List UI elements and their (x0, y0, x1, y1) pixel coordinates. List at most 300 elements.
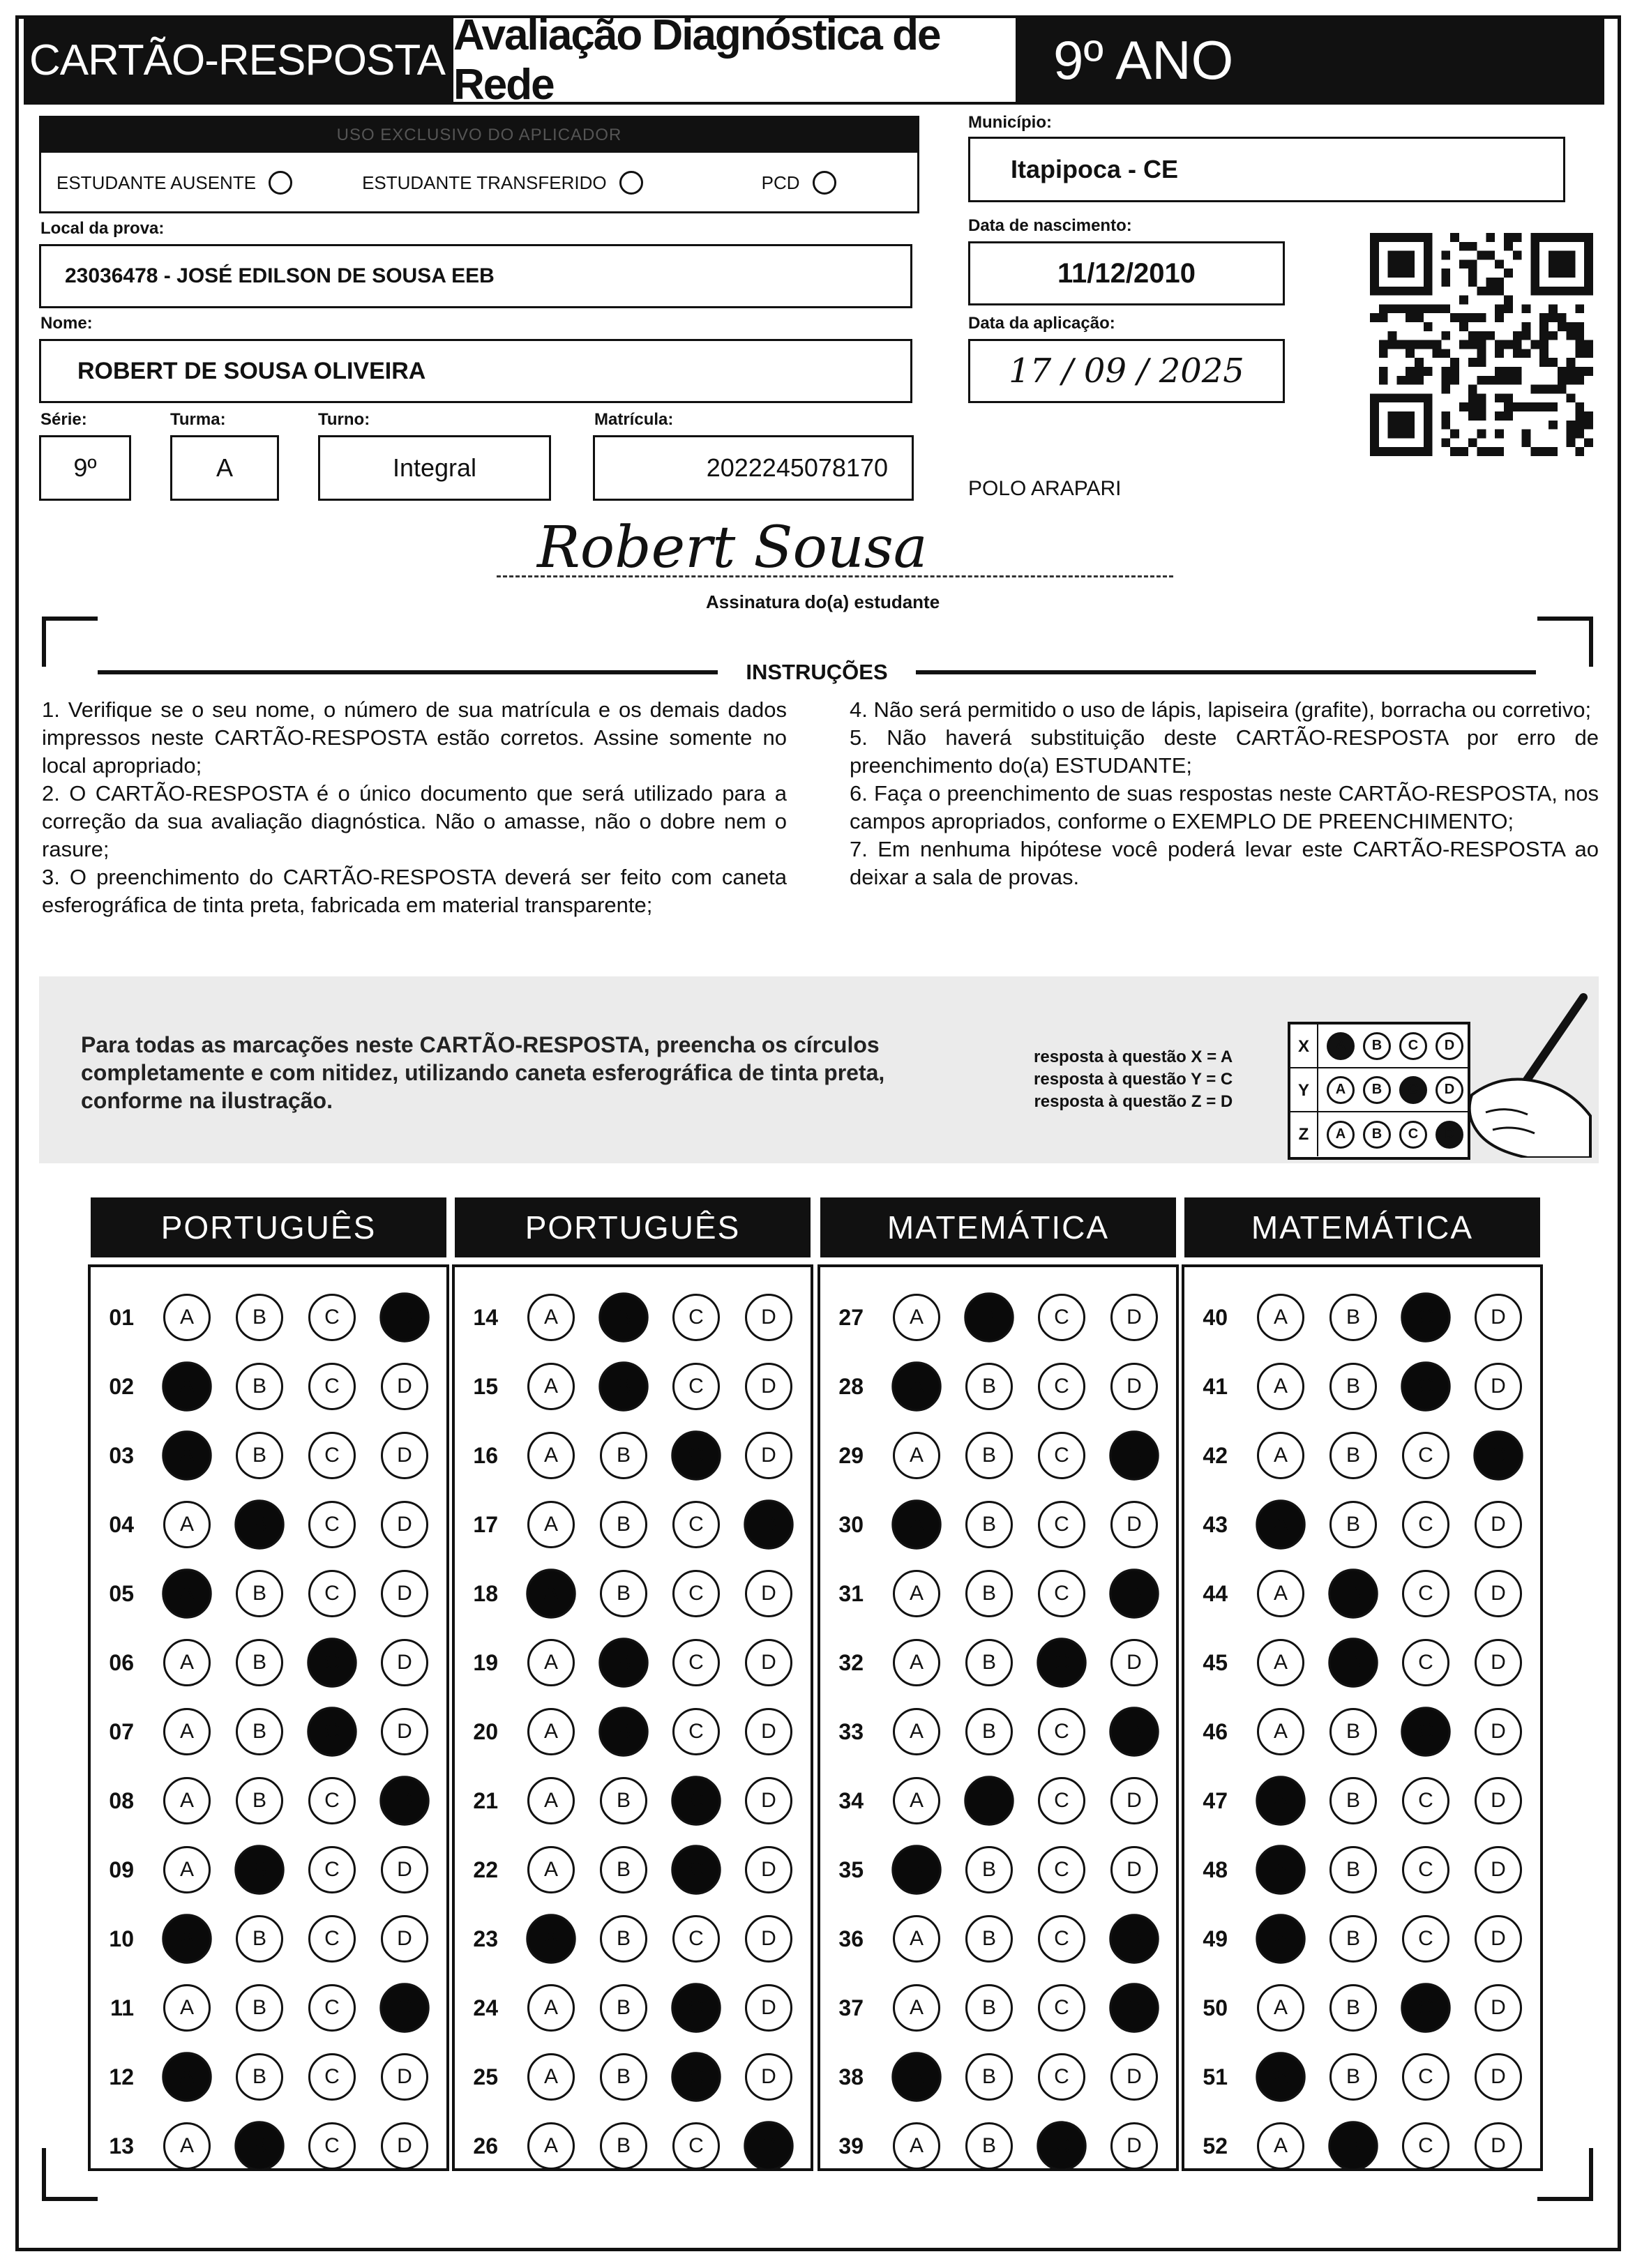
question-number: 21 (473, 1787, 498, 1813)
bubble-b[interactable]: B (598, 1361, 648, 1411)
bubble-a[interactable]: A (163, 1846, 211, 1893)
bubble-a[interactable]: A (162, 1361, 211, 1411)
bubble-a[interactable]: A (163, 1501, 211, 1548)
example-bubble-b: B (1363, 1032, 1391, 1060)
bubble-b[interactable]: B (965, 1984, 1013, 2032)
example-question-letter: X (1290, 1025, 1318, 1067)
bubble-b[interactable]: B (236, 1363, 283, 1410)
bubble-c[interactable]: C (672, 1363, 720, 1410)
matricula-label: Matrícula: (594, 410, 674, 429)
bubble-d[interactable]: D (1110, 2122, 1158, 2170)
question-row (91, 1776, 428, 1826)
bubble-c[interactable]: C (1038, 1777, 1085, 1824)
bubble-b[interactable]: B (1328, 1638, 1378, 1687)
bubble-d[interactable]: D (745, 1984, 792, 2032)
bubble-c[interactable]: C (672, 1294, 720, 1341)
bubble-d[interactable]: D (745, 1708, 792, 1755)
question-number: 19 (473, 1649, 498, 1675)
bubble-c[interactable]: C (1402, 1915, 1449, 1963)
bubble-d[interactable]: D (745, 1777, 792, 1824)
bubble-b[interactable]: B (600, 2053, 647, 2101)
bubble-d[interactable]: D (745, 2053, 792, 2101)
bubble-b[interactable]: B (236, 1915, 283, 1963)
section-answer-box (818, 1264, 1179, 2171)
bubble-b[interactable]: B (234, 1845, 284, 1894)
bubble-d[interactable]: D (745, 1294, 792, 1341)
bubble-b[interactable]: B (965, 1570, 1013, 1617)
bubble-c[interactable]: C (1402, 1639, 1449, 1686)
bubble-c[interactable]: C (308, 1777, 356, 1824)
bubble-b[interactable]: B (1329, 1915, 1377, 1963)
bubble-d[interactable]: D (745, 1639, 792, 1686)
question-row (820, 1361, 1158, 1412)
bubble-a[interactable]: A (162, 1914, 211, 1963)
student-signature[interactable]: Robert Sousa (537, 515, 928, 581)
signature-line (497, 575, 1173, 577)
absent-bubble[interactable] (269, 171, 292, 195)
section-answer-box (1182, 1264, 1543, 2171)
question-row (91, 1499, 428, 1550)
bubble-a[interactable]: A (163, 1639, 211, 1686)
bubble-a[interactable]: A (1256, 1914, 1305, 1963)
bubble-c[interactable]: C (671, 1845, 721, 1894)
bubble-b[interactable]: B (236, 2053, 283, 2101)
bubble-b[interactable]: B (1329, 1777, 1377, 1824)
bubble-b[interactable]: B (236, 1639, 283, 1686)
bubble-b[interactable]: B (1329, 2053, 1377, 2101)
bubble-d[interactable]: D (745, 1915, 792, 1963)
question-number: 43 (1203, 1511, 1228, 1537)
bubble-a[interactable]: A (163, 1984, 211, 2032)
bubble-c[interactable]: C (308, 1363, 356, 1410)
signature-label: Assinatura do(a) estudante (706, 591, 940, 612)
question-row (455, 1776, 792, 1826)
question-number: 46 (1203, 1718, 1228, 1744)
bubble-a[interactable]: A (526, 1568, 575, 1618)
question-row (91, 1845, 428, 1895)
bubble-b[interactable]: B (965, 2053, 1013, 2101)
bubble-d[interactable]: D (381, 1570, 428, 1617)
bubble-a[interactable]: A (162, 2052, 211, 2101)
bubble-b[interactable]: B (600, 1984, 647, 2032)
bubble-a[interactable]: A (1257, 1294, 1304, 1341)
name-label: Nome: (40, 314, 93, 333)
bubble-d[interactable]: D (381, 2122, 428, 2170)
bubble-d[interactable]: D (1475, 1777, 1522, 1824)
bubble-b[interactable]: B (600, 1915, 647, 1963)
bubble-a[interactable]: A (526, 1914, 575, 1963)
bubble-c[interactable]: C (1402, 1432, 1449, 1479)
bubble-b[interactable]: B (598, 1292, 648, 1342)
bubble-a[interactable]: A (893, 1294, 940, 1341)
question-number: 50 (1203, 1995, 1228, 2020)
pcd-bubble[interactable] (813, 171, 836, 195)
bubble-a[interactable]: A (527, 1501, 575, 1548)
bubble-c[interactable]: C (1038, 1363, 1085, 1410)
bubble-a[interactable]: A (891, 1499, 941, 1549)
question-number: 45 (1203, 1649, 1228, 1675)
example-bubble-d: D (1436, 1121, 1463, 1149)
bubble-d[interactable]: D (1109, 1983, 1159, 2032)
question-row (91, 1983, 428, 2033)
bubble-b[interactable]: B (965, 1915, 1013, 1963)
bubble-d[interactable]: D (1475, 2122, 1522, 2170)
bubble-c[interactable]: C (1037, 2121, 1086, 2170)
bubble-c[interactable]: C (672, 1708, 720, 1755)
question-number: 30 (838, 1511, 864, 1537)
bubble-a[interactable]: A (1257, 1708, 1304, 1755)
question-row (820, 1914, 1158, 1964)
bubble-b[interactable]: B (236, 1294, 283, 1341)
bubble-b[interactable]: B (236, 1777, 283, 1824)
question-row (1184, 1361, 1522, 1412)
bubble-a[interactable]: A (162, 1430, 211, 1480)
bubble-c[interactable]: C (1401, 1983, 1450, 2032)
question-number: 33 (838, 1718, 864, 1744)
bubble-c[interactable]: C (308, 1915, 356, 1963)
example-bubble-a: A (1327, 1032, 1355, 1060)
bubble-c[interactable]: C (1402, 2122, 1449, 2170)
bubble-d[interactable]: D (745, 1363, 792, 1410)
bubble-d[interactable]: D (381, 1639, 428, 1686)
question-row (1184, 1983, 1522, 2033)
bubble-a[interactable]: A (163, 1708, 211, 1755)
bubble-d[interactable]: D (1110, 2053, 1158, 2101)
example-bubble-d: D (1436, 1076, 1463, 1104)
section-header: PORTUGUÊS (455, 1197, 811, 1257)
bubble-c[interactable]: C (672, 1570, 720, 1617)
bubble-b[interactable]: B (964, 1776, 1014, 1825)
question-number: 32 (838, 1649, 864, 1675)
question-row (91, 1292, 428, 1343)
bubble-d[interactable]: D (1475, 2053, 1522, 2101)
question-row (820, 2121, 1158, 2171)
instructions-rule-right (916, 670, 1536, 674)
bubble-d[interactable]: D (1110, 1777, 1158, 1824)
bubble-a[interactable]: A (893, 1915, 940, 1963)
question-row (1184, 1430, 1522, 1481)
bubble-b[interactable]: B (965, 1363, 1013, 1410)
bubble-d[interactable]: D (1110, 1363, 1158, 1410)
question-number: 11 (110, 1995, 134, 2020)
question-number: 14 (473, 1304, 498, 1330)
bubble-d[interactable]: D (381, 1915, 428, 1963)
bubble-c[interactable]: C (1401, 1707, 1450, 1756)
bubble-a[interactable]: A (163, 2122, 211, 2170)
bubble-a[interactable]: A (163, 1777, 211, 1824)
bubble-d[interactable]: D (379, 1983, 429, 2032)
question-row (91, 2052, 428, 2102)
bubble-b[interactable]: B (600, 1846, 647, 1893)
bubble-b[interactable]: B (964, 1292, 1014, 1342)
bubble-c[interactable]: C (308, 1570, 356, 1617)
header-subtitle: Avaliação Diagnóstica de Rede (451, 15, 1018, 105)
application-date-field[interactable]: 17 / 09 / 2025 (968, 339, 1285, 403)
bubble-a[interactable]: A (527, 2122, 575, 2170)
bubble-d[interactable]: D (381, 1708, 428, 1755)
bubble-c[interactable]: C (672, 1915, 720, 1963)
bubble-d[interactable]: D (1475, 1363, 1522, 1410)
example-bubble-b: B (1363, 1121, 1391, 1149)
question-row (91, 1361, 428, 1412)
bubble-d[interactable]: D (745, 1432, 792, 1479)
instruction-3: 3. O preenchimento do CARTÃO-RESPOSTA deverá ser feito com caneta esferográfica de tinta preta, fabricada em material transparente; (42, 865, 787, 917)
local-label: Local da prova: (40, 219, 165, 238)
bubble-d[interactable]: D (381, 1501, 428, 1548)
bubble-d[interactable]: D (1475, 1639, 1522, 1686)
bubble-d[interactable]: D (1109, 1914, 1159, 1963)
question-row (820, 2052, 1158, 2102)
bubble-a[interactable]: A (1257, 1639, 1304, 1686)
bubble-c[interactable]: C (672, 1501, 720, 1548)
bubble-a[interactable]: A (1256, 2052, 1305, 2101)
bubble-c[interactable]: C (1401, 1292, 1450, 1342)
question-row (820, 1638, 1158, 1688)
header-grade: 9º ANO (1018, 15, 1604, 105)
turno-label: Turno: (318, 410, 370, 429)
bubble-b[interactable]: B (1329, 1432, 1377, 1479)
bubble-c[interactable]: C (1402, 1570, 1449, 1617)
bubble-b[interactable]: B (965, 1846, 1013, 1893)
bubble-c[interactable]: C (1038, 2053, 1085, 2101)
bubble-a[interactable]: A (893, 1570, 940, 1617)
bubble-c[interactable]: C (1038, 1501, 1085, 1548)
polo-label: POLO ARAPARI (968, 477, 1122, 500)
legend-y: resposta à questão Y = C (1034, 1070, 1233, 1089)
bubble-b[interactable]: B (236, 1984, 283, 2032)
bubble-a[interactable]: A (1257, 1432, 1304, 1479)
bubble-a[interactable]: A (893, 1708, 940, 1755)
bubble-b[interactable]: B (965, 1432, 1013, 1479)
bubble-a[interactable]: A (893, 1984, 940, 2032)
corner-mark-bottom-right (1537, 2148, 1593, 2201)
bubble-d[interactable]: D (1109, 1430, 1159, 1480)
bubble-d[interactable]: D (381, 1846, 428, 1893)
bubble-d[interactable]: D (1109, 1568, 1159, 1618)
bubble-b[interactable]: B (234, 1499, 284, 1549)
bubble-b[interactable]: B (600, 1501, 647, 1548)
bubble-a[interactable]: A (1256, 1845, 1305, 1894)
bubble-d[interactable]: D (745, 1570, 792, 1617)
bubble-b[interactable]: B (1329, 1846, 1377, 1893)
question-number: 24 (473, 1995, 498, 2020)
question-row (455, 1292, 792, 1343)
bubble-d[interactable]: D (1475, 1984, 1522, 2032)
bubble-a[interactable]: A (162, 1568, 211, 1618)
bubble-a[interactable]: A (1257, 1570, 1304, 1617)
bubble-d[interactable]: D (744, 2121, 793, 2170)
bubble-c[interactable]: C (307, 1707, 356, 1756)
bubble-b[interactable]: B (1329, 1363, 1377, 1410)
bubble-b[interactable]: B (236, 1570, 283, 1617)
bubble-a[interactable]: A (1256, 1776, 1305, 1825)
matricula-field: 2022245078170 (593, 435, 914, 501)
question-number: 03 (109, 1442, 134, 1468)
bubble-c[interactable]: C (1038, 1846, 1085, 1893)
bubble-a[interactable]: A (527, 1432, 575, 1479)
legend-x: resposta à questão X = A (1034, 1048, 1233, 1066)
bubble-c[interactable]: C (1038, 1984, 1085, 2032)
bubble-c[interactable]: C (1038, 1570, 1085, 1617)
bubble-a[interactable]: A (891, 1845, 941, 1894)
question-row (1184, 2052, 1522, 2102)
bubble-b[interactable]: B (236, 1708, 283, 1755)
bubble-d[interactable]: D (744, 1499, 793, 1549)
bubble-c[interactable]: C (672, 1639, 720, 1686)
qr-code (1370, 233, 1593, 456)
question-number: 10 (109, 1926, 134, 1951)
bubble-d[interactable]: D (1475, 1915, 1522, 1963)
bubble-b[interactable]: B (1328, 2121, 1378, 2170)
bubble-a[interactable]: A (893, 1777, 940, 1824)
bubble-d[interactable]: D (1475, 1570, 1522, 1617)
bubble-d[interactable]: D (1475, 1294, 1522, 1341)
question-number: 35 (838, 1857, 864, 1882)
question-row (455, 2052, 792, 2102)
bubble-b[interactable]: B (965, 1501, 1013, 1548)
bubble-c[interactable]: C (308, 1501, 356, 1548)
bubble-b[interactable]: B (598, 1707, 648, 1756)
bubble-c[interactable]: C (1402, 2053, 1449, 2101)
bubble-d[interactable]: D (1475, 1501, 1522, 1548)
bubble-c[interactable]: C (1402, 1501, 1449, 1548)
example-bubble-b: B (1363, 1076, 1391, 1104)
question-number: 08 (109, 1787, 134, 1813)
bubble-c[interactable]: C (1402, 1777, 1449, 1824)
question-row (455, 1914, 792, 1964)
question-number: 05 (109, 1580, 134, 1606)
bubble-b[interactable]: B (965, 1639, 1013, 1686)
bubble-a[interactable]: A (527, 1777, 575, 1824)
bubble-c[interactable]: C (308, 1984, 356, 2032)
bubble-b[interactable]: B (236, 1432, 283, 1479)
bubble-c[interactable]: C (1401, 1361, 1450, 1411)
question-number: 41 (1203, 1373, 1228, 1399)
question-number: 27 (838, 1304, 864, 1330)
bubble-a[interactable]: A (527, 1984, 575, 2032)
bubble-c[interactable]: C (1038, 1432, 1085, 1479)
applicator-box (39, 116, 919, 213)
bubble-c[interactable]: C (671, 2052, 721, 2101)
bubble-b[interactable]: B (600, 1432, 647, 1479)
question-number: 23 (473, 1926, 498, 1951)
bubble-b[interactable]: B (1329, 1984, 1377, 2032)
bubble-c[interactable]: C (307, 1638, 356, 1687)
bubble-d[interactable]: D (381, 1363, 428, 1410)
bubble-d[interactable]: D (1110, 1501, 1158, 1548)
bubble-d[interactable]: D (745, 1846, 792, 1893)
bubble-d[interactable]: D (1110, 1294, 1158, 1341)
question-number: 12 (109, 2064, 134, 2089)
bubble-b[interactable]: B (1329, 1294, 1377, 1341)
bubble-b[interactable]: B (1328, 1568, 1378, 1618)
bubble-c[interactable]: C (672, 2122, 720, 2170)
turma-field: A (170, 435, 279, 501)
bubble-d[interactable]: D (1110, 1639, 1158, 1686)
question-row (1184, 1776, 1522, 1826)
bubble-b[interactable]: B (600, 2122, 647, 2170)
bubble-a[interactable]: A (1257, 2122, 1304, 2170)
bubble-d[interactable]: D (381, 1432, 428, 1479)
section-header: PORTUGUÊS (91, 1197, 446, 1257)
transferred-bubble[interactable] (619, 171, 643, 195)
bubble-a[interactable]: A (891, 1361, 941, 1411)
bubble-a[interactable]: A (527, 1708, 575, 1755)
bubble-c[interactable]: C (308, 1432, 356, 1479)
bubble-b[interactable]: B (234, 2121, 284, 2170)
bubble-a[interactable]: A (527, 1846, 575, 1893)
bubble-c[interactable]: C (1037, 1638, 1086, 1687)
bubble-c[interactable]: C (671, 1776, 721, 1825)
fill-example-text: Para todas as marcações neste CARTÃO-RESPOSTA, preencha os círculos completamente e com nitidez, utilizando caneta esferográfica de tinta preta, conforme na ilustração. (81, 1032, 885, 1113)
bubble-a[interactable]: A (893, 2122, 940, 2170)
bubble-d[interactable]: D (379, 1292, 429, 1342)
bubble-a[interactable]: A (893, 1432, 940, 1479)
bubble-b[interactable]: B (598, 1638, 648, 1687)
bubble-c[interactable]: C (1038, 1294, 1085, 1341)
question-row (455, 1361, 792, 1412)
bubble-d[interactable]: D (381, 2053, 428, 2101)
bubble-a[interactable]: A (893, 1639, 940, 1686)
bubble-b[interactable]: B (965, 2122, 1013, 2170)
bubble-b[interactable]: B (965, 1708, 1013, 1755)
bubble-a[interactable]: A (527, 1294, 575, 1341)
bubble-a[interactable]: A (527, 1639, 575, 1686)
question-number: 01 (109, 1304, 134, 1330)
bubble-a[interactable]: A (891, 2052, 941, 2101)
municipio-label: Município: (968, 113, 1052, 132)
question-row (820, 1845, 1158, 1895)
bubble-c[interactable]: C (1402, 1846, 1449, 1893)
bubble-d[interactable]: D (379, 1776, 429, 1825)
bubble-b[interactable]: B (600, 1777, 647, 1824)
bubble-d[interactable]: D (1110, 1846, 1158, 1893)
instructions-left-column (42, 696, 787, 919)
instruction-7: 7. Em nenhuma hipótese você poderá levar este CARTÃO-RESPOSTA ao deixar a sala de provas. (850, 837, 1599, 889)
bubble-c[interactable]: C (1038, 1708, 1085, 1755)
bubble-b[interactable]: B (1329, 1501, 1377, 1548)
bubble-d[interactable]: D (1475, 1846, 1522, 1893)
bubble-c[interactable]: C (308, 2053, 356, 2101)
question-row (1184, 1499, 1522, 1550)
question-number: 51 (1203, 2064, 1228, 2089)
bubble-b[interactable]: B (600, 1570, 647, 1617)
bubble-a[interactable]: A (1257, 1984, 1304, 2032)
bubble-b[interactable]: B (1329, 1708, 1377, 1755)
bubble-c[interactable]: C (308, 1294, 356, 1341)
bubble-a[interactable]: A (527, 1363, 575, 1410)
fill-example-panel (39, 976, 1599, 1163)
bubble-a[interactable]: A (163, 1294, 211, 1341)
question-number: 36 (838, 1926, 864, 1951)
bubble-d[interactable]: D (1109, 1707, 1159, 1756)
question-row (820, 1776, 1158, 1826)
bubble-c[interactable]: C (308, 2122, 356, 2170)
bubble-c[interactable]: C (308, 1846, 356, 1893)
bubble-a[interactable]: A (1256, 1499, 1305, 1549)
bubble-d[interactable]: D (1473, 1430, 1523, 1480)
bubble-d[interactable]: D (1475, 1708, 1522, 1755)
bubble-a[interactable]: A (527, 2053, 575, 2101)
question-row (1184, 1845, 1522, 1895)
bubble-a[interactable]: A (1257, 1363, 1304, 1410)
question-row (455, 1430, 792, 1481)
bubble-c[interactable]: C (671, 1430, 721, 1480)
bubble-c[interactable]: C (671, 1983, 721, 2032)
question-row (455, 2121, 792, 2171)
bubble-c[interactable]: C (1038, 1915, 1085, 1963)
section-header: MATEMÁTICA (820, 1197, 1176, 1257)
